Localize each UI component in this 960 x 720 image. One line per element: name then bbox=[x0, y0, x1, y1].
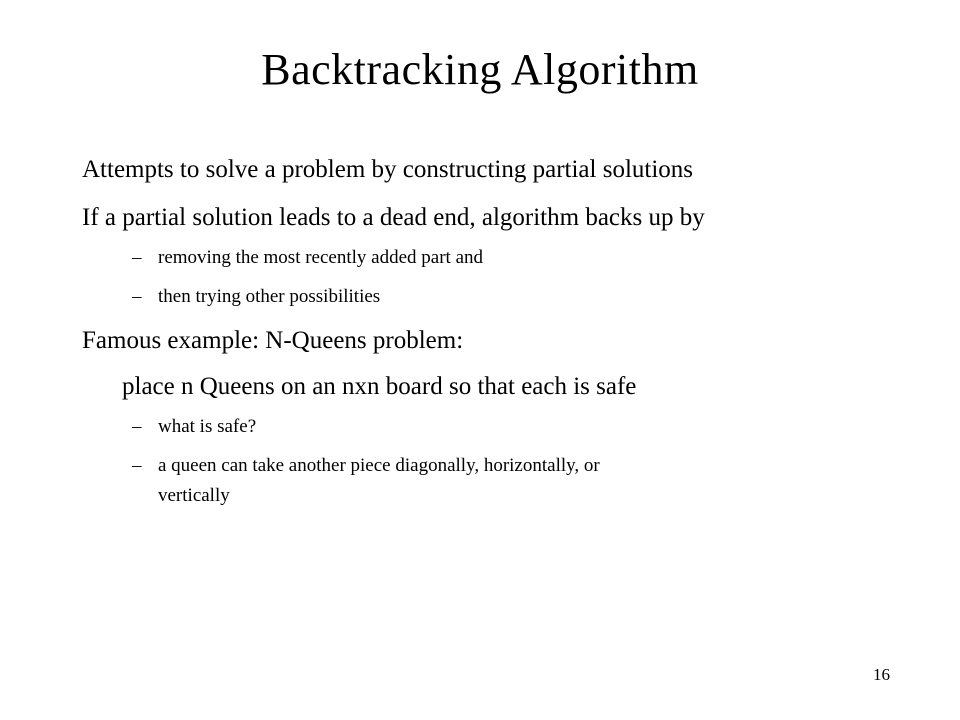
subbullet-then-trying bbox=[132, 285, 380, 309]
subbullet-what-is-safe-text: what is safe? bbox=[158, 416, 257, 437]
subbullet-queen-can-take bbox=[132, 454, 600, 478]
subbullet-vertically: vertically bbox=[158, 485, 230, 506]
bullet-attempts: Attempts to solve a problem by constructing partial solutions bbox=[82, 156, 694, 183]
dash-marker: – bbox=[132, 455, 142, 476]
dash-marker: – bbox=[132, 286, 142, 307]
subbullet-removing-text: removing the most recently added part and bbox=[158, 247, 484, 268]
subbullet-queen-can-take-text: a queen can take another piece diagonally, horizontally, or bbox=[158, 455, 600, 476]
slide-title: Backtracking Algorithm bbox=[261, 45, 699, 94]
dash-marker: – bbox=[132, 247, 142, 268]
subbullet-what-is-safe bbox=[132, 415, 256, 439]
bullet-place-queens: place n Queens on an nxn board so that each is safe bbox=[122, 373, 637, 400]
bullet-famous-example: Famous example: N-Queens problem: bbox=[82, 327, 464, 354]
subbullet-removing bbox=[132, 246, 483, 270]
dash-marker: – bbox=[132, 416, 142, 437]
subbullet-then-trying-text: then trying other possibilities bbox=[158, 286, 381, 307]
bullet-dead-end: If a partial solution leads to a dead end, algorithm backs up by bbox=[82, 204, 705, 231]
page-number: 16 bbox=[873, 665, 890, 684]
